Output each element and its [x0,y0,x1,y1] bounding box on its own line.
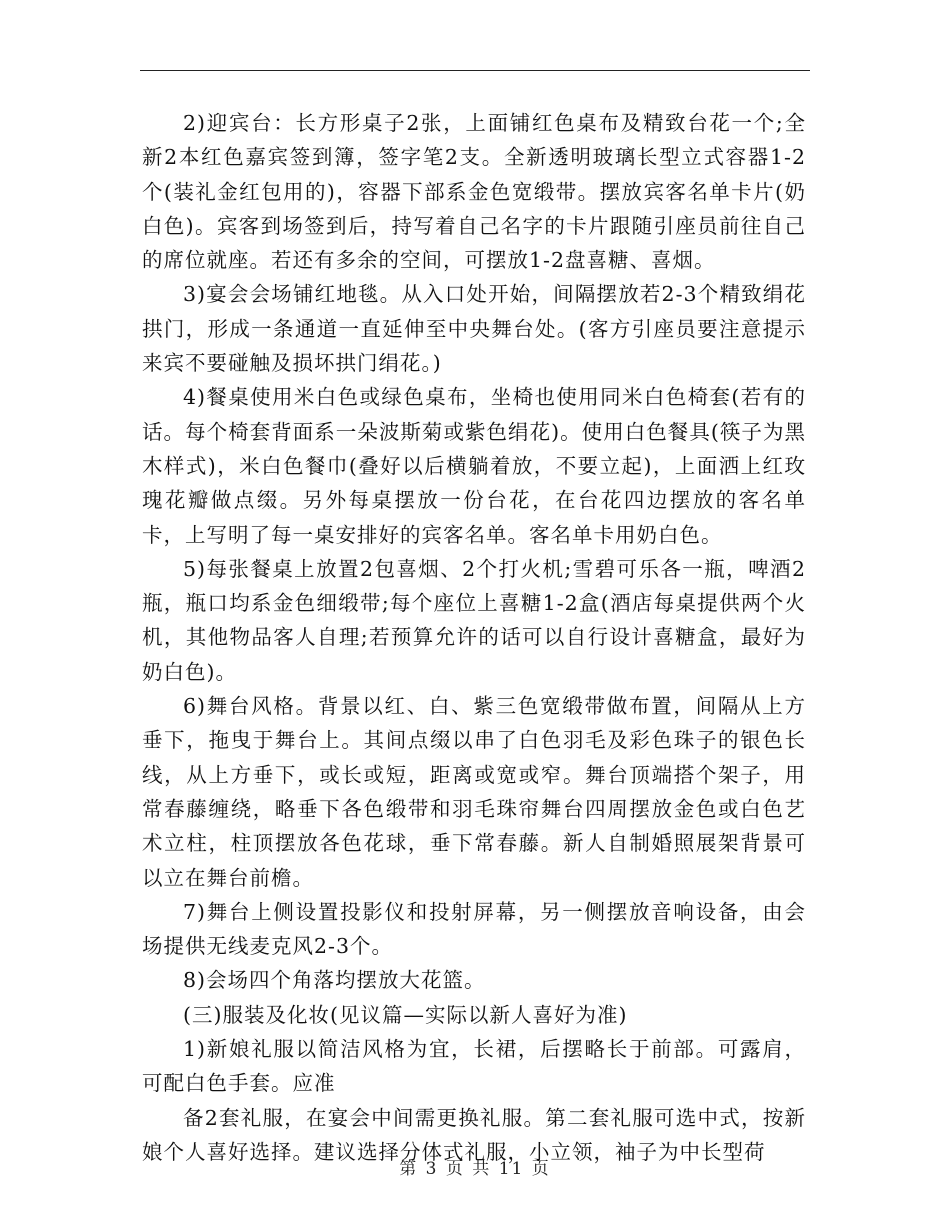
paragraph-second-dress: 备2套礼服，在宴会中间需更换礼服。第二套礼服可选中式，按新娘个人喜好选择。建议选择分体式礼服，小立领，袖子为中长型荷 [142,1105,806,1164]
paragraph-projector: 7)舞台上侧设置投影仪和投射屏幕，另一侧摆放音响设备，由会场提供无线麦克风2-3个。 [142,899,806,959]
section-heading-dress: (三)服装及化妆(见议篇—实际以新人喜好为准) [183,1002,628,1027]
paragraph-carpet: 3)宴会会场铺红地毯。从入口处开始，间隔摆放若2-3个精致绢花拱门，形成一条通道一直延伸至中央舞台处。(客方引座员要注意提示来宾不要碰触及损坏拱门绢花。) [142,282,806,376]
paragraph-tables: 4)餐桌使用米白色或绿色桌布，坐椅也使用同米白色椅套(若有的话。每个椅套背面系一朵波斯菊或紫色绢花)。使用白色餐具(筷子为黑木样式)，米白色餐巾(叠好以后横躺着放，不要立起)，上面洒上红玫瑰花瓣做点缀。另外每桌摆放一份台花，在台花四边摆放的客名单卡，上写明了每一桌安排好的宾客名单。客名单卡用奶白色。 [142,385,806,547]
paragraph-table-items: 5)每张餐桌上放置2包喜烟、2个打火机;雪碧可乐各一瓶，啤酒2瓶，瓶口均系金色细缎带;每个座位上喜糖1-2盒(酒店每桌提供两个火机，其他物品客人自理;若预算允许的话可以自行设计喜糖盒，最好为奶白色)。 [142,556,806,684]
paragraph-flower-baskets: 8)会场四个角落均摆放大花篮。 [183,968,486,993]
header-rule [140,70,810,71]
paragraph-bride-dress: 1)新娘礼服以简洁风格为宜，长裙，后摆略长于前部。可露肩，可配白色手套。应准 [142,1037,806,1096]
page-number: 第 3 页 共 11 页 [399,1159,551,1179]
paragraph-stage-style: 6)舞台风格。背景以红、白、紫三色宽缎带做布置，间隔从上方垂下，拖曳于舞台上。其间点缀以串了白色羽毛及彩色珠子的银色长线，从上方垂下，或长或短，距离或宽或窄。舞台顶端搭个架子，用常春藤缠绕，略垂下各色缎带和羽毛珠帘舞台四周摆放金色或白色艺术立柱，柱顶摆放各色花球，垂下常春藤。新人自制婚照展架背景可以立在舞台前檐。 [142,694,806,890]
document-body [142,106,806,1169]
paragraph-welcome-desk: 2)迎宾台：长方形桌子2张，上面铺红色桌布及精致台花一个;全新2本红色嘉宾签到簿，签字笔2支。全新透明玻璃长型立式容器1-2个(装礼金红包用的)，容器下部系金色宽缎带。摆放宾客名单卡片(奶白色)。宾客到场签到后，持写着自己名字的卡片跟随引座员前往自己的席位就座。若还有多余的空间，可摆放1-2盘喜糖、喜烟。 [142,111,806,273]
